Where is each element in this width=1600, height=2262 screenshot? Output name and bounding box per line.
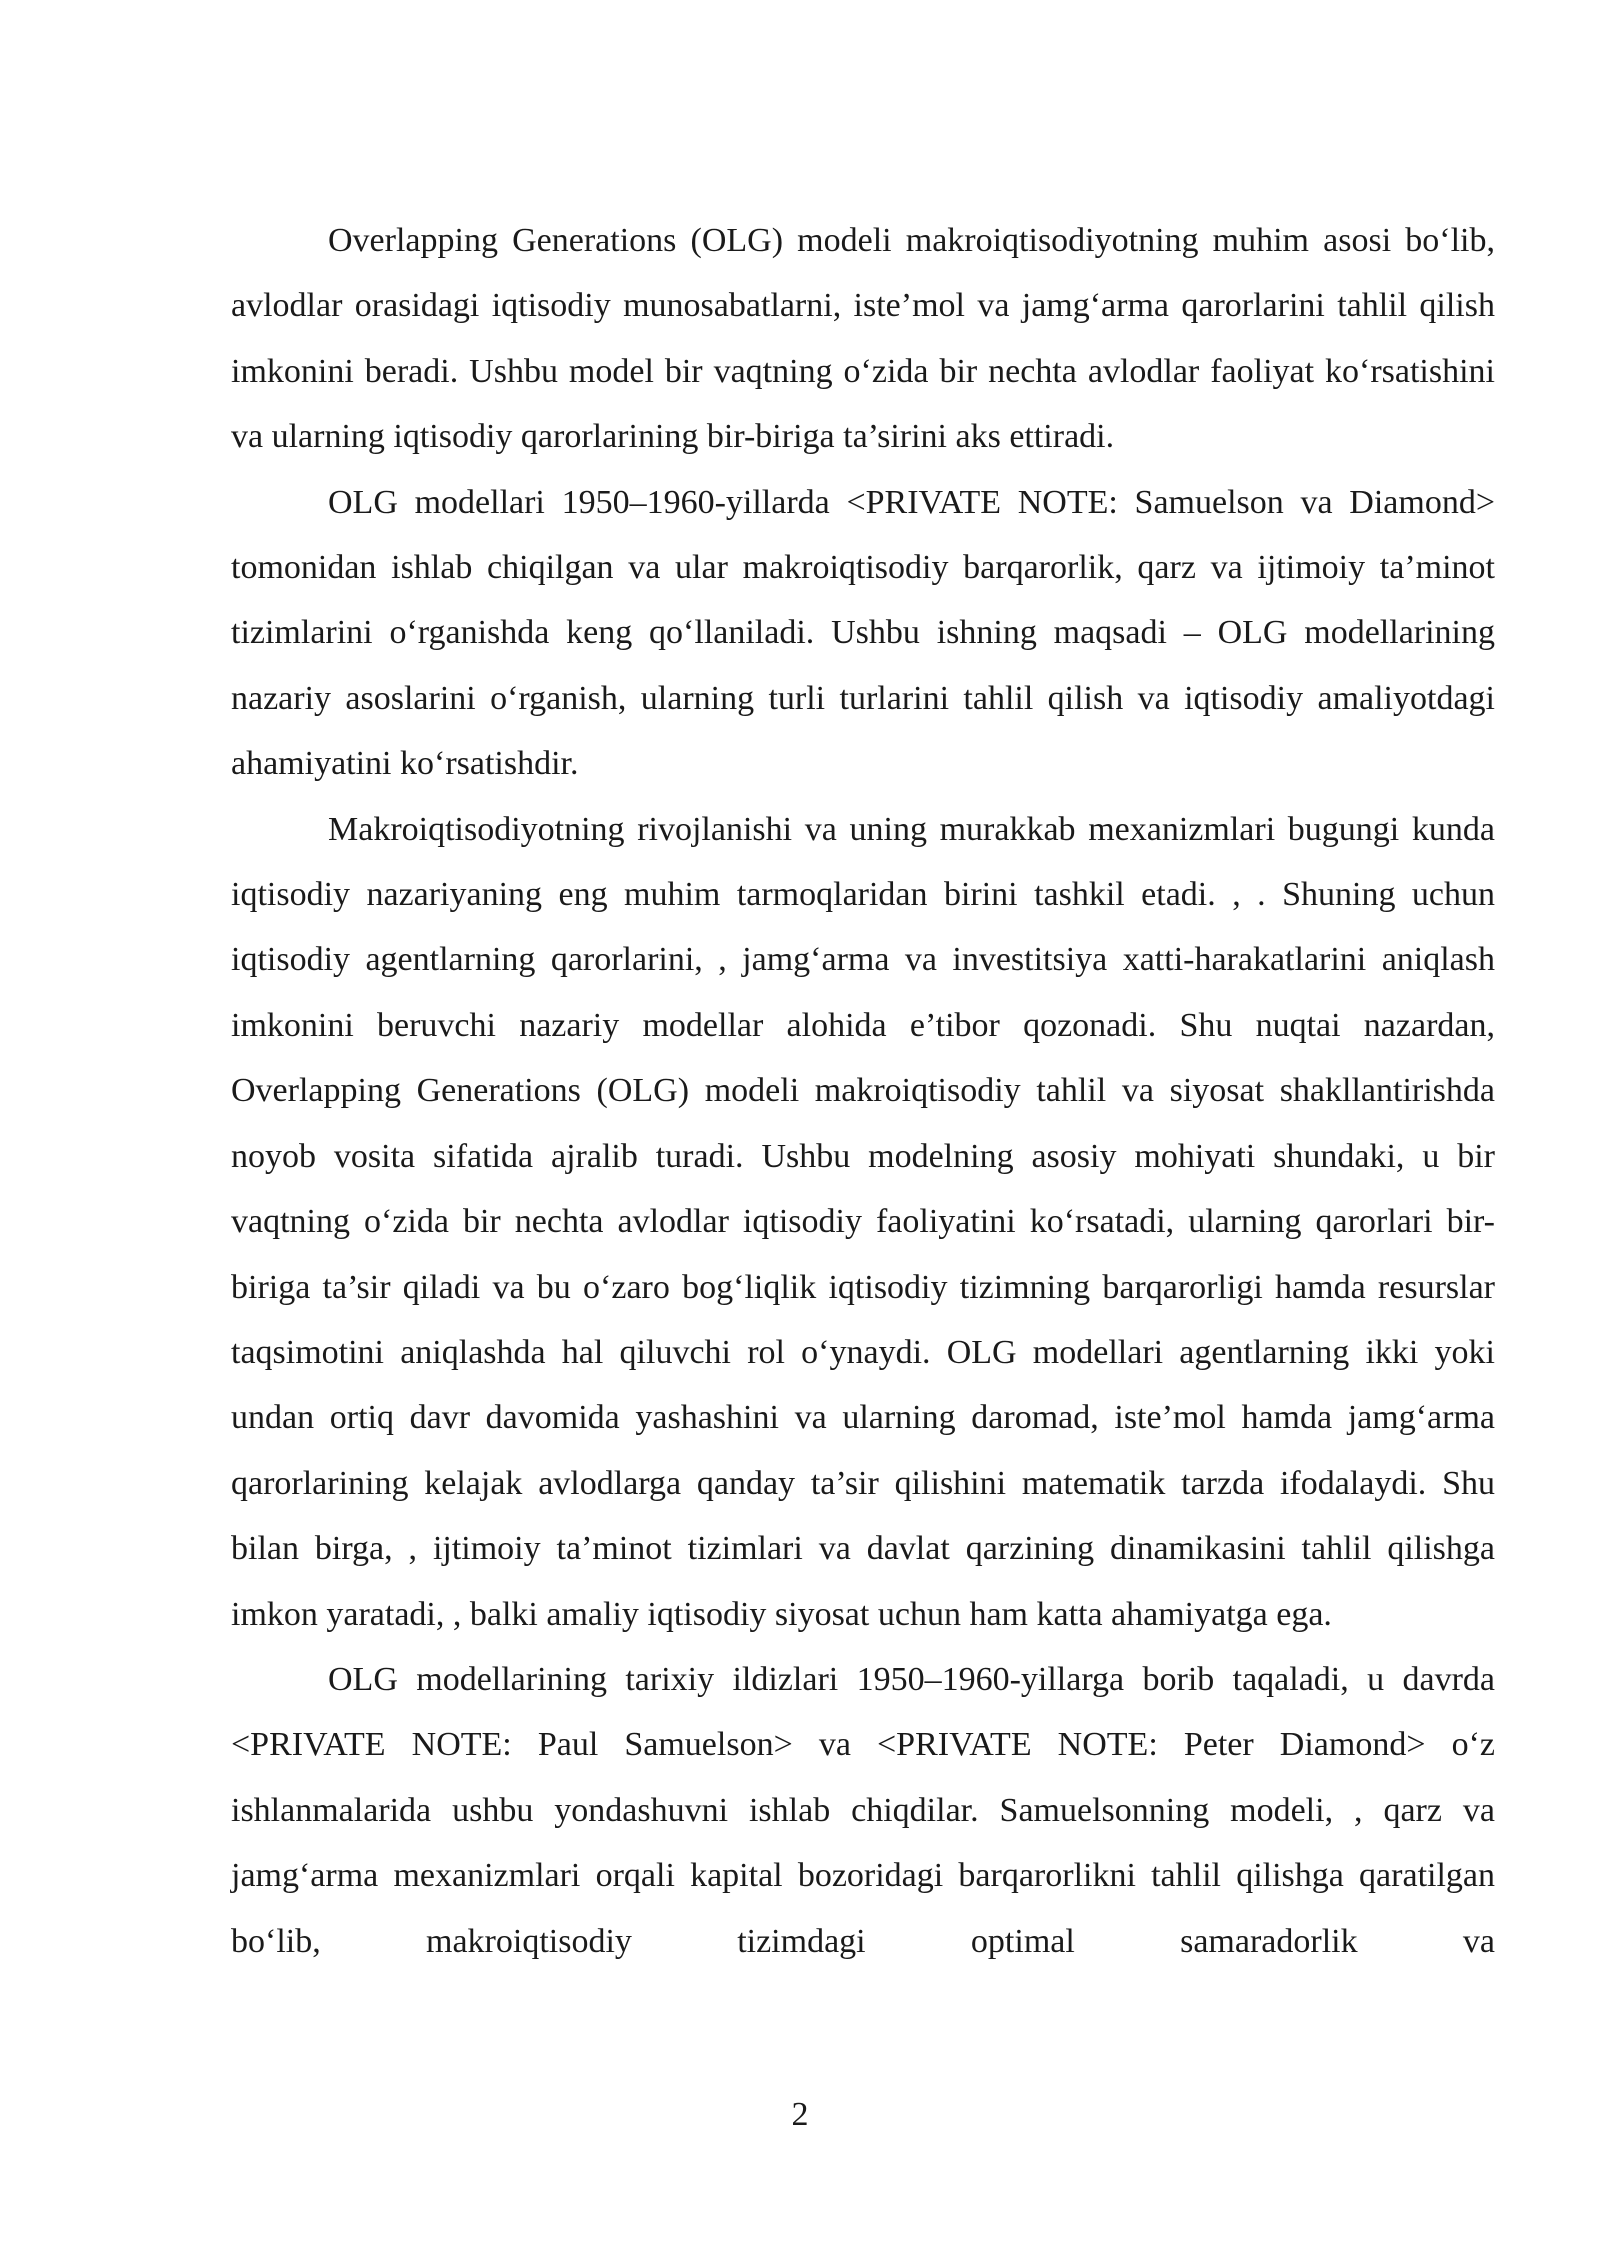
- paragraph-4: OLG modellarining tarixiy ildizlari 1950–1960-yillarga borib taqaladi, u davrda <PRIVATE NOTE: Paul Samuelson> va <PRIVATE NOTE: Peter Diamond> o‘z ishlanmalarida ushbu yondashuvni ishlab chiqdilar. Samuelsonning modeli, , qarz va jamg‘arma mexanizmlari orqali kapital bozoridagi barqarorlikni tahlil qilishga qaratilgan bo‘lib, makroiqtisodiy tizimdagi optimal samaradorlik va: [231, 1660, 1495, 1960]
- paragraph-3: Makroiqtisodiyotning rivojlanishi va uning murakkab mexanizmlari bugungi kunda iqtisodiy nazariyaning eng muhim tarmoqlaridan birini tashkil etadi. , . Shuning uchun iqtisodiy agentlarning qarorlarini, , jamg‘arma va investitsiya xatti-harakatlarini aniqlash imkonini beruvchi nazariy modellar alohida e’tibor qozonadi. Shu nuqtai nazardan, Overlapping Generations (OLG) modeli makroiqtisodiy tahlil va siyosat shakllantirishda noyob vosita sifatida ajralib turadi. Ushbu modelning asosiy mohiyati shundaki, u bir vaqtning o‘zida bir nechta avlodlar iqtisodiy faoliyatini ko‘rsatadi, ularning qarorlari bir-biriga ta’sir qiladi va bu o‘zaro bog‘liqlik iqtisodiy tizimning barqarorligi hamda resurslar taqsimotini aniqlashda hal qiluvchi rol o‘ynaydi. OLG modellari agentlarning ikki yoki undan ortiq davr davomida yashashini va ularning daromad, iste’mol hamda jamg‘arma qarorlarining kelajak avlodlarga qanday ta’sir qilishini matematik tarzda ifodalaydi. Shu bilan birga, , ijtimoiy ta’minot tizimlari va davlat qarzining dinamikasini tahlil qilishga imkon yaratadi, , balki amaliy iqtisodiy siyosat uchun ham katta ahamiyatga ega.: [231, 810, 1495, 1633]
- page-number: 2: [791, 2096, 809, 2133]
- body-text: [231, 208, 1495, 1974]
- paragraph-1: Overlapping Generations (OLG) modeli makroiqtisodiyotning muhim asosi bo‘lib, avlodlar orasidagi iqtisodiy munosabatlarni, iste’mol va jamg‘arma qarorlarini tahlil qilish imkonini beradi. Ushbu model bir vaqtning o‘zida bir nechta avlodlar faoliyat ko‘rsatishini va ularning iqtisodiy qarorlarining bir-biriga ta’sirini aks ettiradi.: [231, 222, 1495, 456]
- paragraph-2: OLG modellari 1950–1960-yillarda <PRIVATE NOTE: Samuelson va Diamond> tomonidan ishlab chiqilgan va ular makroiqtisodiy barqarorlik, qarz va ijtimoiy ta’minot tizimlarini o‘rganishda keng qo‘llaniladi. Ushbu ishning maqsadi – OLG modellarining nazariy asoslarini o‘rganish, ularning turli turlarini tahlil qilish va iqtisodiy amaliyotdagi ahamiyatini ko‘rsatishdir.: [231, 483, 1495, 783]
